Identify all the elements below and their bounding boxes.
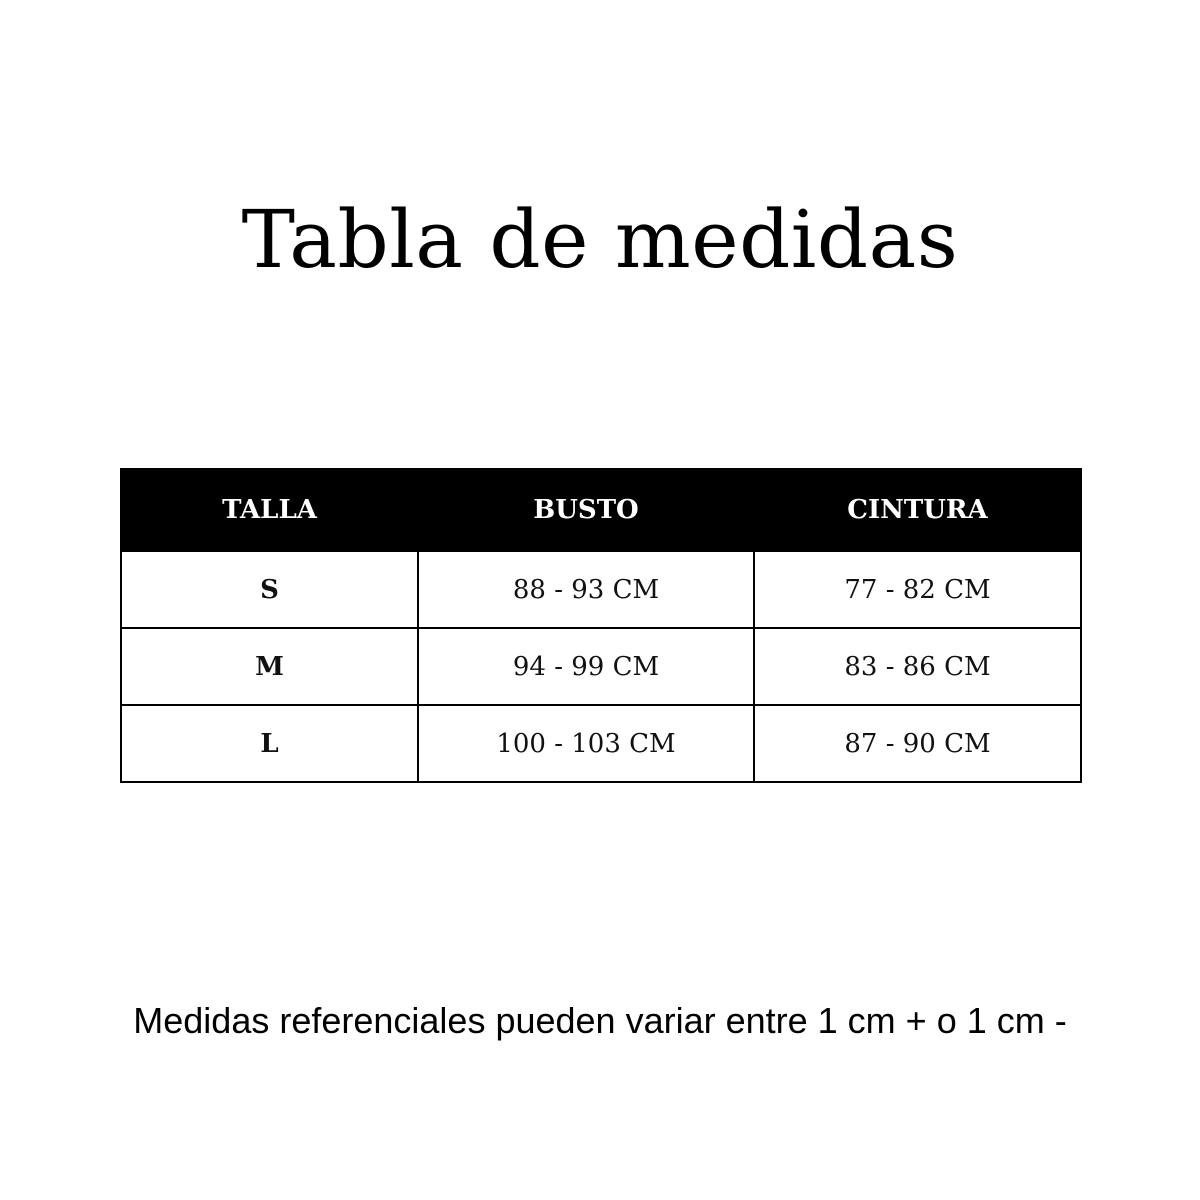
table-header-row (121, 469, 1081, 551)
column-header-cintura: CINTURA (754, 469, 1081, 551)
column-header-busto: BUSTO (418, 469, 754, 551)
table-row (121, 628, 1081, 705)
table-header (121, 469, 1081, 551)
table-row (121, 705, 1081, 782)
table-row (121, 551, 1081, 628)
busto-cell: 88 - 93 CM (418, 551, 754, 628)
talla-cell: S (121, 551, 418, 628)
column-header-talla: TALLA (121, 469, 418, 551)
table-body (121, 551, 1081, 782)
talla-cell: M (121, 628, 418, 705)
measurement-note: Medidas referenciales pueden variar entre 1 cm + o 1 cm - (133, 1000, 1067, 1041)
cintura-cell: 77 - 82 CM (754, 551, 1081, 628)
size-table (120, 468, 1082, 783)
busto-cell: 100 - 103 CM (418, 705, 754, 782)
cintura-cell: 87 - 90 CM (754, 705, 1081, 782)
cintura-cell: 83 - 86 CM (754, 628, 1081, 705)
page-title: Tabla de medidas (241, 193, 959, 286)
busto-cell: 94 - 99 CM (418, 628, 754, 705)
talla-cell: L (121, 705, 418, 782)
